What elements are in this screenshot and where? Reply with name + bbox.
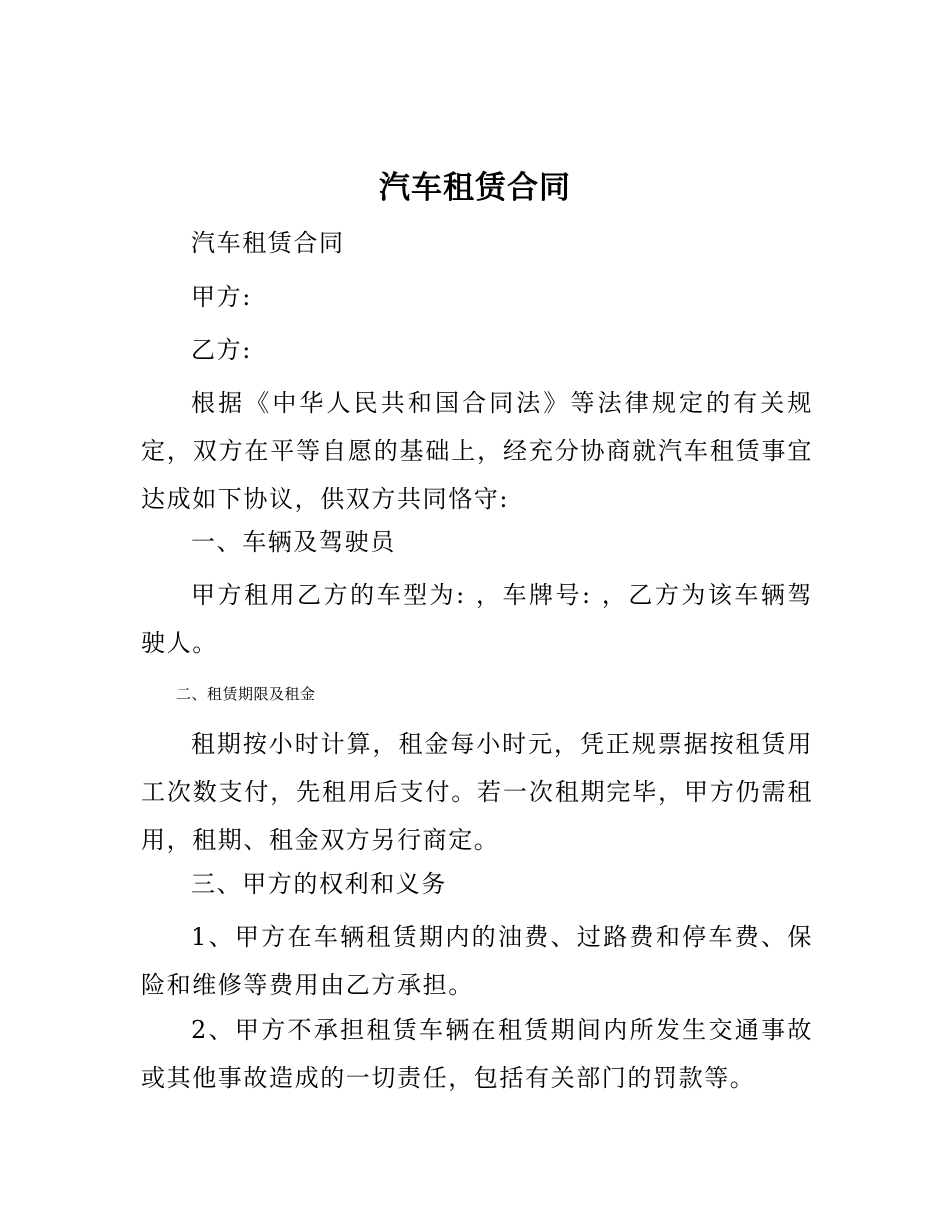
party-b-label: 乙方: <box>191 336 252 364</box>
preamble-paragraph: 根据《中华人民共和国合同法》等法律规定的有关规定，双方在平等自愿的基础上，经充分协商就汽车租赁事宜达成如下协议，供双方共同恪守: <box>141 389 813 513</box>
section-1-heading: 一、车辆及驾驶员 <box>191 528 396 556</box>
section-3-heading: 三、甲方的权利和义务 <box>191 870 447 898</box>
subtitle: 汽车租赁合同 <box>191 229 345 257</box>
section-2-heading: 二、租赁期限及租金 <box>176 685 316 703</box>
document-title: 汽车租赁合同 <box>379 170 571 206</box>
section-2-paragraph: 租期按小时计算，租金每小时元，凭正规票据按租赁用工次数支付，先租用后支付。若一次租期完毕，甲方仍需租用，租期、租金双方另行商定。 <box>141 730 813 854</box>
section-1-paragraph: 甲方租用乙方的车型为: ，车牌号: ，乙方为该车辆驾驶人。 <box>141 581 813 657</box>
section-3-item-2: 2、甲方不承担租赁车辆在租赁期间内所发生交通事故或其他事故造成的一切责任，包括有关部门的罚款等。 <box>141 1016 813 1092</box>
party-a-label: 甲方: <box>191 283 252 311</box>
section-3-item-1: 1、甲方在车辆租赁期内的油费、过路费和停车费、保险和维修等费用由乙方承担。 <box>141 923 813 999</box>
